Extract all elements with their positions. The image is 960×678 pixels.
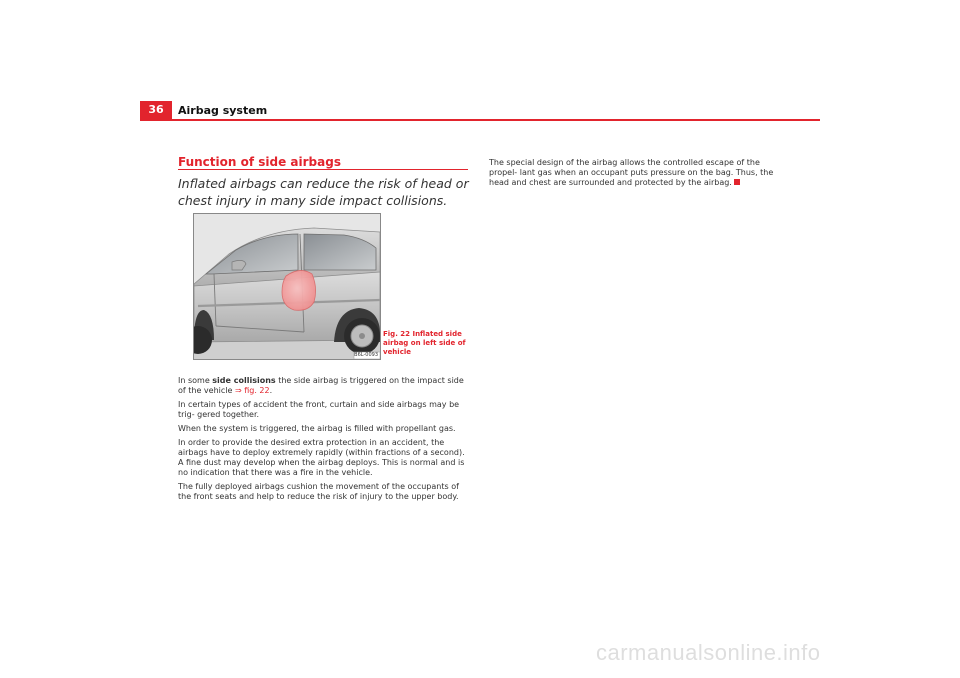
paragraph-text: . [269,386,273,395]
left-column [178,376,470,506]
airbag-shape [282,270,316,310]
figure-side-airbag [193,213,381,360]
section-intro: Inflated airbags can reduce the risk of head or chest injury in many side impact collisions. [178,176,469,208]
paragraph: In certain types of accident the front, curtain and side airbags may be trig- gered together. [178,400,460,419]
section-end-marker-icon [734,179,740,185]
paragraph: In order to provide the desired extra protection in an accident, the airbags have to deploy extremely rapidly (within fractions of a second). A fine dust may develop when the airbag deploys. This is normal and is no indication that there was a fire in the vehicle. [178,438,465,477]
paragraph-text: In some [178,376,213,385]
paragraph-text: the side airbag is triggered on the impact side of the vehicle [178,376,464,395]
paragraph [178,376,470,396]
section-rule [178,169,468,170]
page-number: 36 [140,101,172,119]
figure-code: B6L-0093 [354,352,378,358]
figure-caption: Fig. 22 Inflated side airbag on left side of vehicle [383,330,466,356]
right-column [489,158,774,188]
paragraph: The fully deployed airbags cushion the movement of the occupants of the front seats and help to reduce the risk of injury to the upper body. [178,482,459,501]
section-title: Function of side airbags [178,155,341,169]
chapter-title: Airbag system [178,104,268,117]
bold-term: side collisions [212,376,276,385]
watermark: carmanualsonline.info [596,640,821,665]
figure-reference-link[interactable]: ⇒ fig. 22 [234,386,270,395]
car-with-inflated-airbag-illustration [194,214,380,359]
header-rule [140,119,820,121]
paragraph: When the system is triggered, the airbag is filled with propellant gas. [178,424,456,433]
paragraph [489,158,774,188]
paragraph-text: The special design of the airbag allows the controlled escape of the propel- lant gas when an occupant puts pressure on the bag. Thus, the head and chest are surrounded and protected by the airbag. [489,158,774,187]
